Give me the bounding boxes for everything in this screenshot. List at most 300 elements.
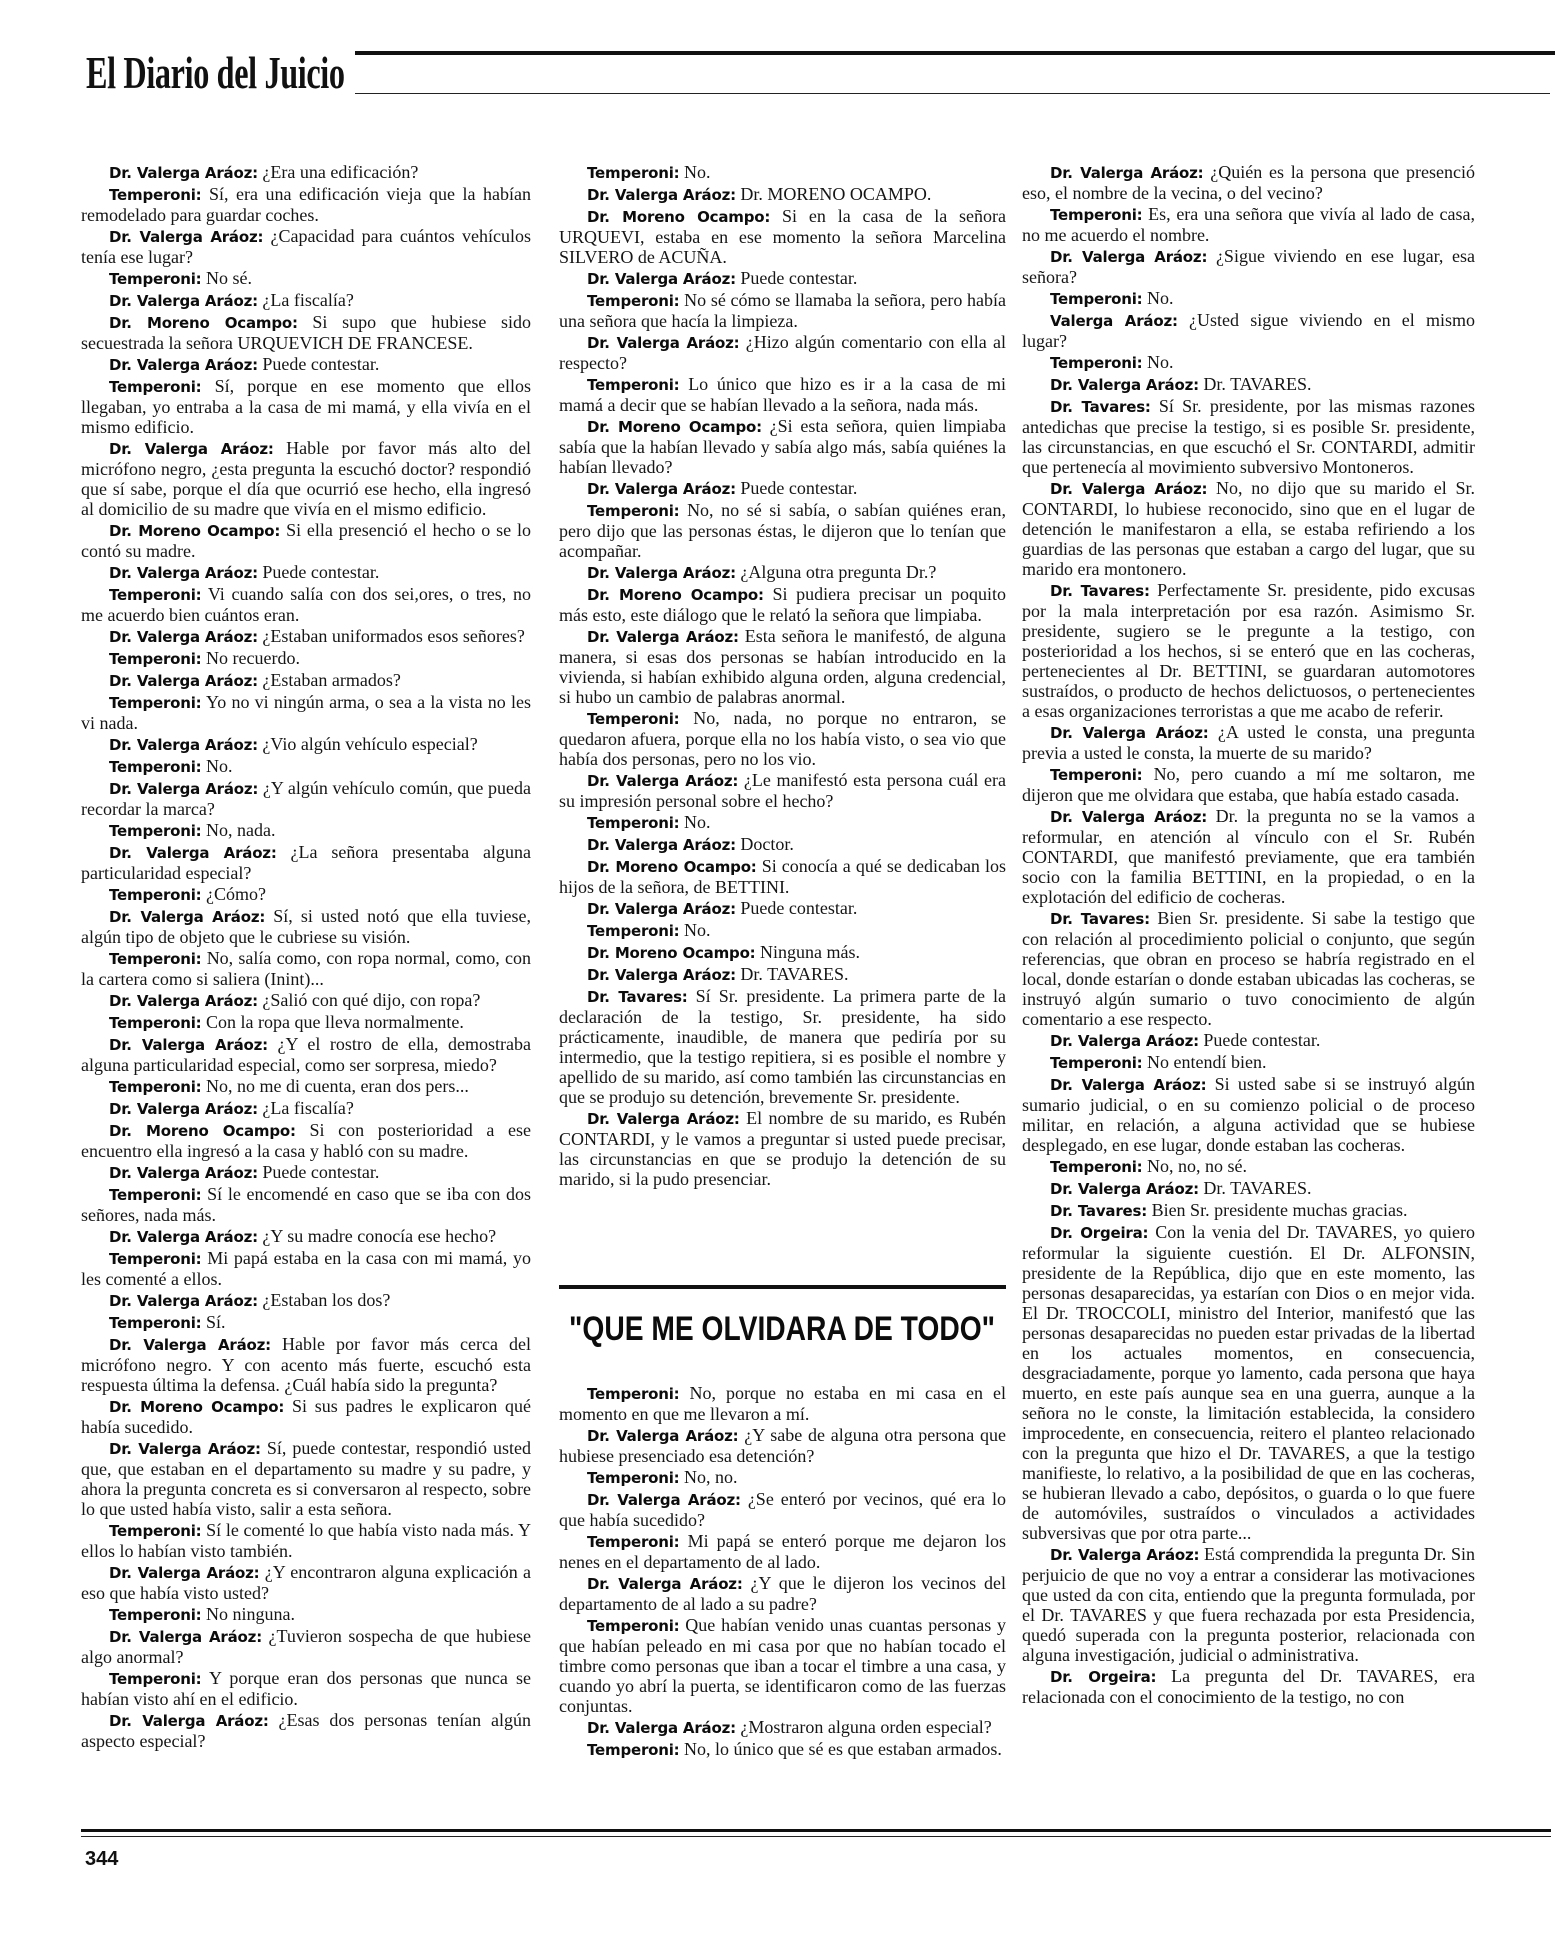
dialogue-paragraph — [559, 1108, 1006, 1189]
dialogue-paragraph — [1022, 806, 1475, 907]
speech-text: ¿Le manifestó esta persona cuál era su impresión personal sobre el hecho? — [559, 770, 1006, 811]
speaker-name: Temperoni: — [587, 1533, 680, 1551]
speaker-name: Dr. Valerga Aráoz: — [109, 228, 264, 246]
speech-text: Sí, puede contestar, respondió usted que, que estaban en el departamento su madre y su padre, y ahora la pregunta concreta es si conversaron al respecto, sobre lo que usted había visto, salir a esta señora. — [81, 1438, 531, 1519]
dialogue-paragraph — [1022, 1178, 1475, 1199]
dialogue-paragraph — [559, 184, 1006, 205]
speech-text: Con la ropa que lleva normalmente. — [205, 1012, 464, 1032]
dialogue-paragraph — [559, 920, 1006, 941]
speech-text: No, no, no sé. — [1146, 1156, 1247, 1176]
dialogue-paragraph — [81, 438, 531, 519]
speech-text: No, no me di cuenta, eran dos pers... — [205, 1076, 469, 1096]
speech-text: No recuerdo. — [205, 648, 300, 668]
dialogue-paragraph — [81, 990, 531, 1011]
speech-text: ¿Sigue viviendo en ese lugar, esa señora? — [1022, 246, 1476, 287]
speaker-name: Dr. Valerga Aráoz: — [587, 564, 736, 582]
speaker-name: Dr. Valerga Aráoz: — [587, 480, 736, 498]
speaker-name: Temperoni: — [109, 822, 202, 840]
footer-rule-thick — [81, 1829, 1551, 1832]
speech-text: No, porque no estaba en mi casa en el momento en que me llevaron a mí. — [559, 1383, 1006, 1424]
speech-text: ¿Estaban los dos? — [262, 1290, 391, 1310]
dialogue-paragraph — [81, 648, 531, 669]
speech-text: No. — [683, 812, 711, 832]
speech-text: ¿Salió con qué dijo, con ropa? — [262, 990, 481, 1010]
dialogue-paragraph — [81, 948, 531, 989]
dialogue-paragraph — [559, 290, 1006, 331]
dialogue-paragraph — [1022, 478, 1475, 579]
speech-text: Si en la casa de la señora URQUEVI, estaba en ese momento la señora Marcelina SILVERO de ACUÑA. — [559, 206, 1006, 267]
speech-text: Bien Sr. presidente muchas gracias. — [1151, 1200, 1408, 1220]
dialogue-paragraph — [1022, 1156, 1475, 1177]
speaker-name: Temperoni: — [1050, 1158, 1143, 1176]
page-number: 344 — [85, 1848, 119, 1870]
speech-text: Y porque eran dos personas que nunca se habían visto ahí en el edificio. — [81, 1668, 531, 1709]
dialogue-paragraph — [559, 562, 1006, 583]
speaker-name: Dr. Valerga Aráoz: — [109, 564, 258, 582]
speech-text: Puede contestar. — [740, 268, 858, 288]
speech-text: Doctor. — [740, 834, 794, 854]
dialogue-paragraph — [1022, 396, 1475, 477]
dialogue-paragraph — [81, 1076, 531, 1097]
speaker-name: Dr. Valerga Aráoz: — [1050, 248, 1208, 266]
speaker-name: Dr. Valerga Aráoz: — [587, 966, 736, 984]
dialogue-paragraph — [1022, 352, 1475, 373]
speaker-name: Temperoni: — [109, 1606, 202, 1624]
dialogue-paragraph — [559, 770, 1006, 811]
speaker-name: Temperoni: — [587, 814, 680, 832]
dialogue-paragraph — [81, 692, 531, 733]
speaker-name: Dr. Orgeira: — [1050, 1668, 1157, 1686]
dialogue-paragraph — [81, 162, 531, 183]
speech-text: No, nada, no porque no entraron, se quedaron afuera, porque ella no los había visto, o sea vio que había dos personas, pero no los vio. — [559, 708, 1006, 769]
dialogue-paragraph — [81, 1290, 531, 1311]
dialogue-paragraph — [1022, 374, 1475, 395]
dialogue-paragraph — [1022, 1544, 1475, 1665]
speech-text: El nombre de su marido, es Rubén CONTARDI, y le vamos a preguntar si usted puede precisar, las circunstancias en que se produjo la detención de su marido, si la pudo presenciar. — [559, 1108, 1007, 1189]
dialogue-paragraph — [81, 1162, 531, 1183]
dialogue-paragraph — [81, 1626, 531, 1667]
dialogue-paragraph — [81, 1184, 531, 1225]
dialogue-paragraph — [1022, 764, 1475, 805]
speech-text: Hable por favor más cerca del micrófono negro. Y con acento más fuerte, escuchó esta respuesta última la defensa. ¿Cuál había sido la pregunta? — [81, 1334, 531, 1395]
speaker-name: Temperoni: — [587, 1385, 680, 1403]
speech-text: Si sus padres le explicaron qué había sucedido. — [81, 1396, 531, 1437]
speaker-name: Temperoni: — [1050, 1054, 1143, 1072]
speech-text: Sí Sr. presidente, por las mismas razones antedichas que precise la testigo, si es posible Sr. presidente, las circunstancias, en que escuchó el Sr. CONTARDI, admitir que pertenecía al movimiento subversivo Montoneros. — [1022, 396, 1475, 477]
speaker-name: Temperoni: — [587, 1469, 680, 1487]
speech-text: ¿La fiscalía? — [262, 1098, 354, 1118]
speaker-name: Dr. Valerga Aráoz: — [587, 1110, 740, 1128]
speech-text: No. — [205, 756, 233, 776]
dialogue-paragraph — [81, 1562, 531, 1603]
dialogue-paragraph — [559, 898, 1006, 919]
speech-text: Puede contestar. — [1203, 1030, 1321, 1050]
speech-text: ¿Esas dos personas tenían algún aspecto especial? — [81, 1710, 531, 1751]
dialogue-paragraph — [559, 1615, 1006, 1716]
speech-text: Con la venia del Dr. TAVARES, yo quiero reformular la siguiente cuestión. El Dr. ALFONSIN, presidente de la República, dijo que en este momento, las personas desaparecidas, ya estarían con Dios o en mejor vida. El Dr. TROCCOLI, ministro del Interior, manifestó que las personas desaparecidas no pueden estar privadas de la libertad en los actuales momentos, en consecuencia, desgraciadamente, porque yo lamento, cada persona que haya muerto, en este país aunque sea en una guerra, aunque a la señora no le conste, la limitación establecida, la considero improcedente, en consecuencia, reitero el planteo relacionado con la pregunta que hizo el Dr. TAVARES, a que la testigo manifieste, lo relativo, a la posibilidad de que en las cocheras, se hubieran llevado a cabo, depósitos, o guarda o lo que fuere de automóviles, sustraídos o vinculados a actividades subversivas que por otra parte... — [1022, 1222, 1476, 1543]
speech-text: ¿Se enteró por vecinos, qué era lo que había sucedido? — [559, 1489, 1007, 1530]
dialogue-paragraph — [81, 906, 531, 947]
speech-text: Dr. TAVARES. — [1203, 374, 1312, 394]
dialogue-paragraph — [81, 670, 531, 691]
dialogue-paragraph — [81, 842, 531, 883]
speaker-name: Temperoni: — [587, 376, 680, 394]
speaker-name: Temperoni: — [587, 710, 680, 728]
speech-text: No. — [683, 162, 711, 182]
speaker-name: Dr. Valerga Aráoz: — [109, 356, 258, 374]
speaker-name: Dr. Valerga Aráoz: — [1050, 1032, 1199, 1050]
speech-text: Mi papá estaba en la casa con mi mamá, yo les comenté a ellos. — [81, 1248, 531, 1289]
speaker-name: Dr. Valerga Aráoz: — [587, 186, 736, 204]
speaker-name: Dr. Tavares: — [1050, 582, 1150, 600]
dialogue-paragraph — [81, 290, 531, 311]
speech-text: Puede contestar. — [262, 1162, 380, 1182]
dialogue-paragraph — [81, 226, 531, 267]
speech-text: La pregunta del Dr. TAVARES, era relacionada con el conocimiento de la testigo, no con — [1022, 1666, 1475, 1707]
dialogue-paragraph — [81, 1668, 531, 1709]
dialogue-paragraph — [1022, 204, 1475, 245]
speaker-name: Dr. Valerga Aráoz: — [587, 334, 740, 352]
speaker-name: Dr. Moreno Ocampo: — [587, 208, 771, 226]
dialogue-paragraph — [1022, 162, 1475, 203]
dialogue-paragraph — [81, 1604, 531, 1625]
speaker-name: Temperoni: — [109, 1186, 202, 1204]
speaker-name: Dr. Valerga Aráoz: — [587, 270, 736, 288]
speaker-name: Dr. Valerga Aráoz: — [109, 1712, 269, 1730]
speaker-name: Dr. Valerga Aráoz: — [1050, 376, 1199, 394]
speaker-name: Dr. Valerga Aráoz: — [1050, 164, 1204, 182]
speech-text: Sí, porque en ese momento que ellos llegaban, yo entraba a la casa de mi mamá, y ella vivía en el mismo edificio. — [81, 376, 531, 437]
speaker-name: Temperoni: — [109, 1522, 202, 1540]
dialogue-paragraph — [81, 734, 531, 755]
speaker-name: Temperoni: — [587, 1617, 680, 1635]
speaker-name: Dr. Valerga Aráoz: — [109, 1564, 260, 1582]
dialogue-paragraph — [81, 1334, 531, 1395]
speech-text: Sí Sr. presidente. La primera parte de la declaración de la testigo, Sr. presidente, ha sido prácticamente, inaudible, de manera que pediría por su intermedio, que la testigo repitiera, si es posible el nombre y apellido de su marido, así como también las circunstancias en que se produjo su detención, brevemente Sr. presidente. — [559, 986, 1006, 1107]
speech-text: Vi cuando salía con dos sei,ores, o tres, no me acuerdo bien cuántos eran. — [81, 584, 531, 625]
dialogue-paragraph — [81, 884, 531, 905]
dialogue-paragraph — [81, 1396, 531, 1437]
speaker-name: Dr. Valerga Aráoz: — [587, 772, 739, 790]
speaker-name: Dr. Valerga Aráoz: — [109, 292, 258, 310]
speaker-name: Dr. Valerga Aráoz: — [587, 628, 739, 646]
speaker-name: Temperoni: — [109, 1670, 202, 1688]
speaker-name: Dr. Valerga Aráoz: — [109, 1164, 258, 1182]
dialogue-paragraph — [559, 812, 1006, 833]
speaker-name: Dr. Valerga Aráoz: — [109, 1100, 258, 1118]
speech-text: Sí. — [205, 1312, 226, 1332]
speech-text: Sí, era una edificación vieja que la habían remodelado para guardar coches. — [81, 184, 532, 225]
speaker-name: Temperoni: — [109, 586, 202, 604]
speaker-name: Dr. Valerga Aráoz: — [1050, 1180, 1199, 1198]
dialogue-paragraph — [81, 820, 531, 841]
speaker-name: Temperoni: — [109, 1014, 202, 1032]
dialogue-paragraph — [1022, 1074, 1475, 1155]
speech-text: ¿Alguna otra pregunta Dr.? — [740, 562, 937, 582]
dialogue-paragraph — [81, 584, 531, 625]
speech-text: Puede contestar. — [740, 478, 858, 498]
speaker-name: Dr. Moreno Ocampo: — [587, 418, 762, 436]
speaker-name: Dr. Valerga Aráoz: — [109, 844, 277, 862]
speaker-name: Temperoni: — [1050, 206, 1143, 224]
speech-text: Mi papá se enteró porque me dejaron los nenes en el departamento de al lado. — [559, 1531, 1007, 1572]
speaker-name: Dr. Valerga Aráoz: — [1050, 480, 1208, 498]
dialogue-paragraph — [1022, 1030, 1475, 1051]
speaker-name: Dr. Moreno Ocampo: — [109, 1398, 285, 1416]
speaker-name: Temperoni: — [109, 758, 202, 776]
speech-text: Es, era una señora que vivía al lado de casa, no me acuerdo el nombre. — [1022, 204, 1475, 245]
speech-text: Dr. TAVARES. — [1203, 1178, 1312, 1198]
speech-text: Ninguna más. — [759, 942, 860, 962]
dialogue-paragraph — [1022, 246, 1475, 287]
dialogue-paragraph — [81, 1226, 531, 1247]
dialogue-paragraph — [81, 520, 531, 561]
dialogue-paragraph — [81, 268, 531, 289]
speech-text: Puede contestar. — [262, 562, 380, 582]
speaker-name: Dr. Valerga Aráoz: — [109, 440, 274, 458]
dialogue-paragraph — [1022, 908, 1475, 1029]
speech-text: No. — [683, 920, 711, 940]
speech-text: Sí, si usted notó que ella tuviese, algún tipo de objeto que le cubriese su visión. — [81, 906, 531, 947]
speech-text: No. — [1146, 288, 1174, 308]
masthead-title: El Diario del Juicio — [86, 47, 345, 98]
speech-text: Puede contestar. — [740, 898, 858, 918]
dialogue-paragraph — [1022, 1222, 1475, 1543]
dialogue-paragraph — [559, 416, 1006, 477]
speaker-name: Dr. Valerga Aráoz: — [109, 164, 258, 182]
speaker-name: Temperoni: — [587, 164, 680, 182]
speaker-name: Temperoni: — [1050, 354, 1143, 372]
dialogue-paragraph — [1022, 722, 1475, 763]
speaker-name: Dr. Moreno Ocampo: — [109, 522, 281, 540]
speech-text: Si pudiera precisar un poquito más esto, este diálogo que le relató la señora que limpiaba. — [559, 584, 1006, 625]
speech-text: ¿A usted le consta, una pregunta previa a usted le consta, la muerte de su marido? — [1022, 722, 1475, 763]
speech-text: No, no sé si sabía, o sabían quiénes eran, pero dijo que las personas éstas, le dijeron que lo tenían que acompañar. — [559, 500, 1007, 561]
speaker-name: Dr. Valerga Aráoz: — [1050, 724, 1209, 742]
speech-text: ¿Y sabe de alguna otra persona que hubiese presenciado esa detención? — [559, 1425, 1006, 1466]
dialogue-paragraph — [559, 942, 1006, 963]
dialogue-paragraph — [559, 964, 1006, 985]
speaker-name: Temperoni: — [109, 378, 202, 396]
speaker-name: Dr. Valerga Aráoz: — [109, 628, 258, 646]
speech-text: Que habían venido unas cuantas personas y que habían peleado en mi casa por que no habían tocado el timbre como personas que iban a tocar el timbre a una casa, y cuando yo abrí la puerta, se identificaron como de las fuerzas conjuntas. — [559, 1615, 1006, 1716]
speaker-name: Dr. Valerga Aráoz: — [587, 1491, 741, 1509]
speech-text: Sí le encomendé en caso que se iba con dos señores, nada más. — [81, 1184, 532, 1225]
speaker-name: Dr. Moreno Ocampo: — [109, 314, 298, 332]
speech-text: ¿Era una edificación? — [262, 162, 419, 182]
dialogue-paragraph — [559, 268, 1006, 289]
dialogue-paragraph — [559, 332, 1006, 373]
speech-text: ¿Mostraron alguna orden especial? — [740, 1717, 992, 1737]
speech-text: Si conocía a qué se dedicaban los hijos de la señora, de BETTINI. — [559, 856, 1007, 897]
speaker-name: Temperoni: — [587, 922, 680, 940]
speaker-name: Dr. Tavares: — [587, 988, 688, 1006]
speech-text: ¿Cómo? — [205, 884, 266, 904]
speech-text: ¿Y su madre conocía ese hecho? — [262, 1226, 497, 1246]
dialogue-paragraph — [559, 374, 1006, 415]
dialogue-paragraph — [559, 708, 1006, 769]
dialogue-paragraph — [81, 778, 531, 819]
speaker-name: Dr. Valerga Aráoz: — [109, 1628, 262, 1646]
speaker-name: Dr. Moreno Ocampo: — [587, 858, 757, 876]
dialogue-paragraph — [559, 1531, 1006, 1572]
dialogue-paragraph — [81, 312, 531, 353]
dialogue-paragraph — [81, 1520, 531, 1561]
section-body — [559, 1383, 1006, 1760]
dialogue-paragraph — [1022, 580, 1475, 721]
speaker-name: Dr. Tavares: — [1050, 1202, 1148, 1220]
speech-text: ¿Y el rostro de ella, demostraba alguna particularidad especial, como ser sorpresa, miedo? — [81, 1034, 531, 1075]
dialogue-paragraph — [81, 1012, 531, 1033]
text-column-1 — [81, 162, 531, 1752]
speaker-name: Dr. Valerga Aráoz: — [587, 900, 736, 918]
dialogue-paragraph — [81, 354, 531, 375]
speech-text: Esta señora le manifestó, de alguna manera, si esas dos personas se habían introducido en la vivienda, si habían exhibido alguna orden, alguna credencial, si hubo un cambio de palabras anormal. — [559, 626, 1006, 707]
speech-text: Lo único que hizo es ir a la casa de mi mamá a decir que se habían llevado a la señora, nada más. — [559, 374, 1007, 415]
speaker-name: Dr. Tavares: — [1050, 910, 1150, 928]
speech-text: No, no. — [683, 1467, 738, 1487]
speaker-name: Dr. Valerga Aráoz: — [109, 1228, 258, 1246]
speech-text: No sé. — [205, 268, 252, 288]
speaker-name: Temperoni: — [109, 270, 202, 288]
dialogue-paragraph — [559, 478, 1006, 499]
speaker-name: Temperoni: — [109, 694, 202, 712]
speech-text: No, no dijo que su marido el Sr. CONTARDI, lo hubiese reconocido, sino que en el lugar de detención le manifestaron a ella, se estaba refiriendo a los guardias de las personas que estaban a cargo del lugar, que su marido era montonero. — [1022, 478, 1476, 579]
dialogue-paragraph — [559, 206, 1006, 267]
speaker-name: Dr. Valerga Aráoz: — [109, 1336, 271, 1354]
speech-text: ¿Tuvieron sospecha de que hubiese algo anormal? — [81, 1626, 532, 1667]
dialogue-paragraph — [559, 856, 1006, 897]
speech-text: ¿Usted sigue viviendo en el mismo lugar? — [1022, 310, 1475, 351]
dialogue-paragraph — [81, 1710, 531, 1751]
dialogue-paragraph — [81, 376, 531, 437]
dialogue-paragraph — [559, 1717, 1006, 1738]
speech-text: ¿Quién es la persona que presenció eso, el nombre de la vecina, o del vecino? — [1022, 162, 1475, 203]
speaker-name: Dr. Valerga Aráoz: — [109, 672, 258, 690]
speaker-name: Temperoni: — [109, 1250, 202, 1268]
speaker-name: Temperoni: — [109, 950, 202, 968]
speech-text: ¿La fiscalía? — [262, 290, 354, 310]
dialogue-paragraph — [81, 1120, 531, 1161]
speech-text: No entendí bien. — [1146, 1052, 1267, 1072]
section-rule — [559, 1285, 1006, 1289]
speaker-name: Dr. Valerga Aráoz: — [109, 1036, 268, 1054]
dialogue-paragraph — [81, 1098, 531, 1119]
speaker-name: Temperoni: — [109, 886, 202, 904]
speaker-name: Dr. Valerga Aráoz: — [109, 992, 258, 1010]
masthead-rule-thin — [355, 93, 1550, 94]
dialogue-paragraph — [559, 834, 1006, 855]
dialogue-paragraph — [81, 184, 531, 225]
dialogue-paragraph — [81, 756, 531, 777]
dialogue-paragraph — [559, 986, 1006, 1107]
speech-text: Bien Sr. presidente. Si sabe la testigo que con relación al procedimiento policial o conjunto, que según referencias, que obran en proceso se habría registrado en el local, donde estarían o donde estaban ubicadas las cocheras, se instruyó algún sumario o tuvo conocimiento de algún comentario a ese respecto. — [1022, 908, 1475, 1029]
speaker-name: Temperoni: — [1050, 290, 1143, 308]
text-column-3 — [1022, 162, 1475, 1708]
dialogue-paragraph — [559, 584, 1006, 625]
speaker-name: Dr. Valerga Aráoz: — [109, 1440, 261, 1458]
speech-text: No ninguna. — [205, 1604, 295, 1624]
speech-text: Si con posterioridad a ese encuentro ella ingresó a la casa y habló con su madre. — [81, 1120, 531, 1161]
speaker-name: Temperoni: — [587, 292, 680, 310]
footer-rule-thin — [81, 1836, 1551, 1837]
speech-text: Puede contestar. — [262, 354, 380, 374]
speech-text: Dr. la pregunta no se la vamos a reformular, en atención al vínculo con el Sr. Rubén CONTARDI, que manifestó previamente, que era también socio con la familia BETTINI, en la propiedad, o en la explotación del edificio de cocheras. — [1022, 806, 1476, 907]
dialogue-paragraph — [1022, 288, 1475, 309]
speech-text: Dr. TAVARES. — [740, 964, 849, 984]
dialogue-paragraph — [559, 1739, 1006, 1760]
speaker-name: Dr. Valerga Aráoz: — [587, 836, 736, 854]
speaker-name: Dr. Tavares: — [1050, 398, 1151, 416]
speech-text: ¿Estaban uniformados esos señores? — [262, 626, 525, 646]
speaker-name: Temperoni: — [109, 1078, 202, 1096]
speaker-name: Dr. Valerga Aráoz: — [587, 1719, 736, 1737]
speech-text: No, pero cuando a mí me soltaron, me dijeron que me olvidara que estaba, que había estado casada. — [1022, 764, 1475, 805]
speech-text: Si ella presenció el hecho o se lo contó su madre. — [81, 520, 531, 561]
dialogue-paragraph — [81, 626, 531, 647]
speech-text: No. — [1146, 352, 1174, 372]
dialogue-paragraph — [81, 1248, 531, 1289]
dialogue-paragraph — [1022, 310, 1475, 351]
speaker-name: Temperoni: — [587, 1741, 680, 1759]
speech-text: Si usted sabe si se instruyó algún sumario judicial, o en su comienzo policial o de proceso militar, en relación, a alguna actividad que se hubiese desplegado, en ese lugar, donde estaban las cocheras. — [1022, 1074, 1475, 1155]
dialogue-paragraph — [1022, 1200, 1475, 1221]
speaker-name: Dr. Valerga Aráoz: — [1050, 808, 1208, 826]
speech-text: ¿Hizo algún comentario con ella al respecto? — [559, 332, 1006, 373]
speech-text: ¿Y algún vehículo común, que pueda recordar la marca? — [81, 778, 531, 819]
dialogue-paragraph — [81, 1034, 531, 1075]
speech-text: Yo no vi ningún arma, o sea a la vista no les vi nada. — [81, 692, 531, 733]
speech-text: No sé cómo se llamaba la señora, pero había una señora que hacía la limpieza. — [559, 290, 1006, 331]
speaker-name: Temperoni: — [1050, 766, 1143, 784]
speech-text: Perfectamente Sr. presidente, pido excusas por la mala interpretación por esa razón. Asimismo Sr. presidente, sugiero se le pregunte a la testigo, con posterioridad a los hechos, si se enteró que en las cocheras, pertenecientes al Dr. BETTINI, se guardaran automotores sustraídos, o producto de hechos delictuosos, o pertenecientes a esas organizaciones terroristas a que me acabo de referir. — [1022, 580, 1475, 721]
speech-text: ¿Si esta señora, quien limpiaba sabía que la habían llevado y sabía algo más, sabía quiénes la habían llevado? — [559, 416, 1007, 477]
speaker-name: Dr. Valerga Aráoz: — [109, 908, 266, 926]
speaker-name: Dr. Valerga Aráoz: — [1050, 1546, 1200, 1564]
speech-text: No, lo único que sé es que estaban armados. — [683, 1739, 1002, 1759]
speaker-name: Dr. Valerga Aráoz: — [587, 1427, 739, 1445]
speech-text: ¿Y que le dijeron los vecinos del departamento de al lado a su padre? — [559, 1573, 1007, 1614]
dialogue-paragraph — [81, 1438, 531, 1519]
speech-text: No, nada. — [205, 820, 276, 840]
speaker-name: Dr. Valerga Aráoz: — [109, 1292, 258, 1310]
speech-text: Hable por favor más alto del micrófono negro, ¿esta pregunta la escuchó doctor? respondió que sí sabe, porque el día que ocurrió ese hecho, ella ingresó al domicilio de su madre que vivía en el mismo edificio. — [81, 438, 531, 519]
speech-text: Dr. MORENO OCAMPO. — [740, 184, 932, 204]
dialogue-paragraph — [559, 1573, 1006, 1614]
dialogue-paragraph — [559, 1383, 1006, 1424]
speaker-name: Dr. Valerga Aráoz: — [109, 736, 258, 754]
dialogue-paragraph — [559, 162, 1006, 183]
speaker-name: Valerga Aráoz: — [1050, 312, 1178, 330]
speaker-name: Dr. Moreno Ocampo: — [587, 944, 756, 962]
speaker-name: Dr. Moreno Ocampo: — [109, 1122, 296, 1140]
speaker-name: Dr. Orgeira: — [1050, 1224, 1149, 1242]
dialogue-paragraph — [559, 1467, 1006, 1488]
speech-text: ¿Y encontraron alguna explicación a eso que había visto usted? — [81, 1562, 531, 1603]
section-block — [559, 1285, 1006, 1761]
section-heading: "QUE ME OLVIDARA DE TODO" — [569, 1310, 996, 1348]
speech-text: ¿Vio algún vehículo especial? — [262, 734, 478, 754]
dialogue-paragraph — [559, 626, 1006, 707]
speech-text: ¿La señora presentaba alguna particularidad especial? — [81, 842, 532, 883]
speaker-name: Dr. Valerga Aráoz: — [1050, 1076, 1207, 1094]
speaker-name: Dr. Valerga Aráoz: — [587, 1575, 743, 1593]
speaker-name: Temperoni: — [109, 650, 202, 668]
speech-text: Sí le comenté lo que había visto nada más. Y ellos lo habían visto también. — [81, 1520, 531, 1561]
dialogue-paragraph — [1022, 1666, 1475, 1707]
speech-text: ¿Estaban armados? — [262, 670, 401, 690]
text-column-2 — [559, 162, 1006, 1190]
